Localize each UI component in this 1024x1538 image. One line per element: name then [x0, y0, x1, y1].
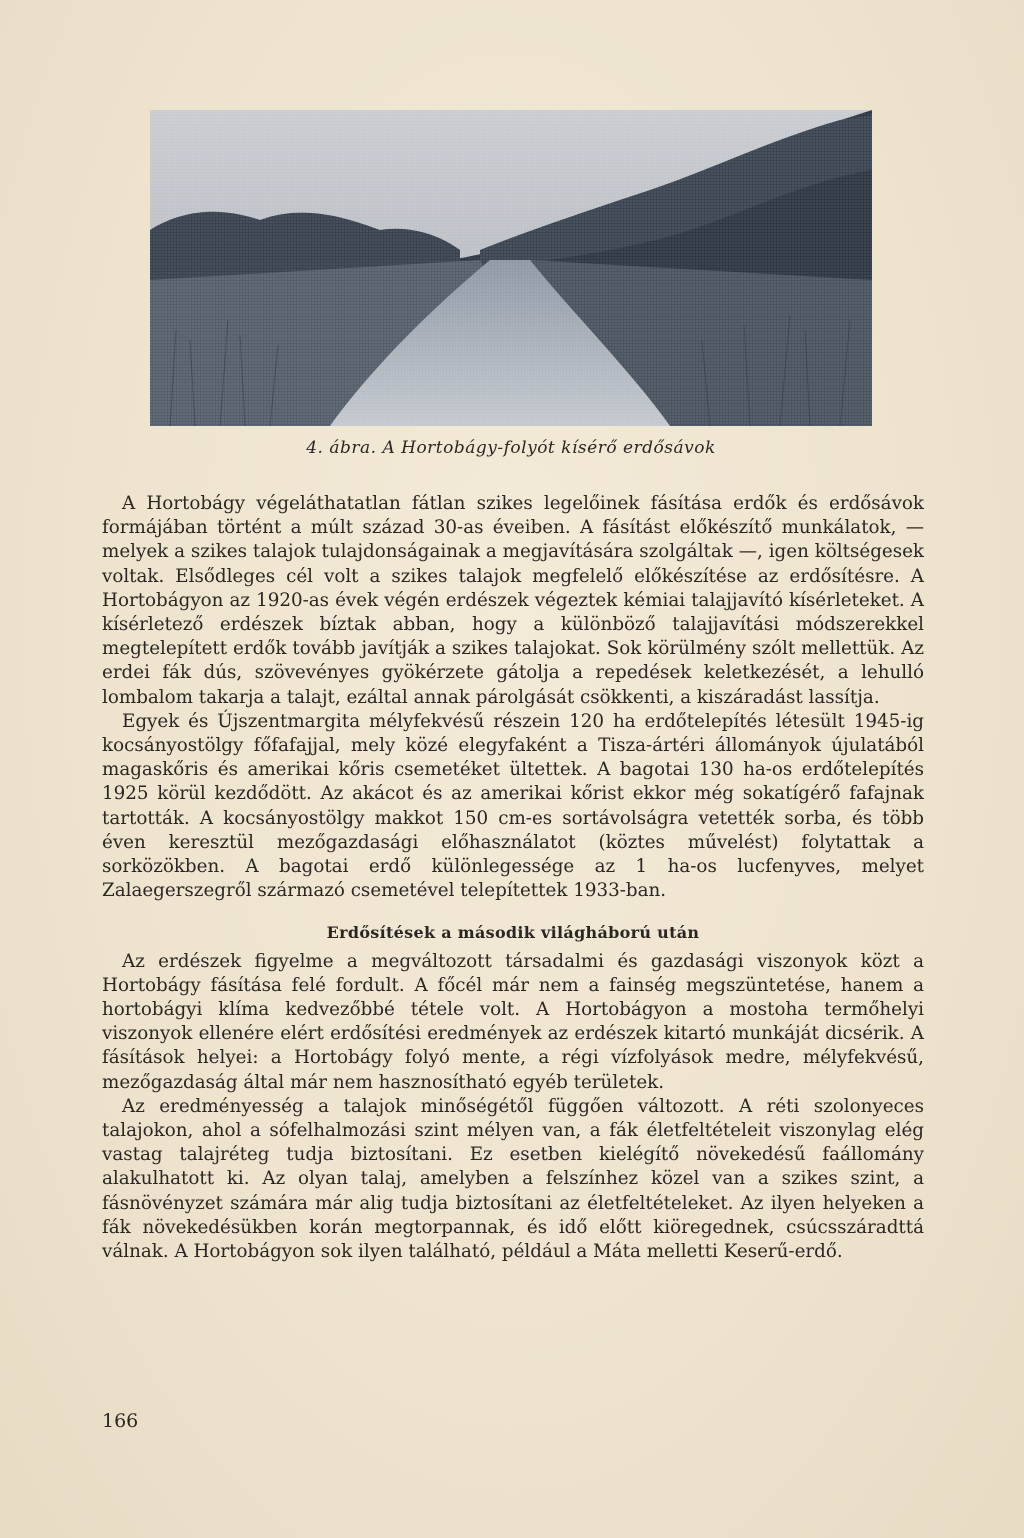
page-number: 166: [102, 1410, 139, 1432]
paragraph: Az erdészek figyelme a megváltozott társadalmi és gazdasági viszonyok közt a Hortobágy fásítása felé fordult. A főcél már nem a fainség megszüntetése, hanem a hortobágyi klíma kedvezőbbé tétele volt. A Hortobágyon a mostoha termőhelyi viszonyok ellenére elért erdősítési eredmények az erdészek kitartó munkáját dicsérik. A fásítások helyei: a Hortobágy folyó mente, a régi vízfolyások medre, mélyfekvésű, mezőgazdaság által már nem hasznosítható egyéb területek.: [102, 950, 924, 1093]
paragraph: Az eredményesség a talajok minőségétől függően változott. A réti szolonyeces talajokon, ahol a sófelhalmozási szint mélyen van, a fák életfeltételeit viszonylag elég vastag talajréteg tudja biztosítani. Ez esetben kielégítő növekedésű faállomány alakulhatott ki. Az olyan talaj, amelyben a felszínhez közel van a szikes szint, a fásnövényzet számára már alig tudja biztosítani az életfeltételeket. Az ilyen helyeken a fák növekedésükben korán megtorpannak, és idő előtt kiöregednek, csúcsszáradttá válnak. A Hortobágyon sok ilyen található, például a Máta melletti Keserű-erdő.: [102, 1095, 924, 1263]
figure-caption: 4. ábra. A Hortobágy-folyót kísérő erdősávok: [306, 438, 716, 458]
article-body: [102, 492, 924, 1264]
paragraph: Egyek és Újszentmargita mélyfekvésű részein 120 ha erdőtelepítés létesült 1945-ig kocsányostölgy főfafajjal, mely közé elegyfaként a Tisza-ártéri állományok újulatából magaskőris és amerikai kőris csemetéket ültettek. A bagotai 130 ha-os erdőtelepítés 1925 körül kezdődött. Az akácot és az amerikai kőrist ekkor még sokatígérő fafajnak tartották. A kocsányostölgy makkot 150 cm-es sortávolságra vetették sorba, és több éven keresztül mezőgazdasági előhasználatot (köztes művelést) folytattak a sorközökben. A bagotai erdő különlegessége az 1 ha-os lucfenyves, melyet Zalaegerszegről származó csemetével telepítettek 1933-ban.: [102, 710, 924, 902]
river-landscape-image: [150, 110, 872, 426]
river-photo: [150, 110, 872, 426]
section-heading: Erdősítések a második világháború után: [326, 923, 700, 943]
paragraph: A Hortobágy végeláthatatlan fátlan szikes legelőinek fásítása erdők és erdősávok formájában történt a múlt század 30-as éveiben. A fásítást előkészítő munkálatok, — melyek a szikes talajok tulajdonságainak a megjavítására szolgáltak —, igen költségesek voltak. Elsődleges cél volt a szikes talajok megfelelő előkészítése az erdősítésre. A Hortobágyon az 1920-as évek végén erdészek végeztek kémiai talajjavító kísérleteket. A kísérletező erdészek bíztak abban, hogy a különböző talajjavítási módszerekkel megtelepített erdők tovább javítják a szikes talajokat. Sok körülmény szólt mellettük. Az erdei fák dús, szövevényes gyökérzete gátolja a repedések keletkezését, a lehulló lombalom takarja a talajt, ezáltal annak párolgását csökkenti, a kiszáradást lassítja.: [102, 493, 924, 708]
